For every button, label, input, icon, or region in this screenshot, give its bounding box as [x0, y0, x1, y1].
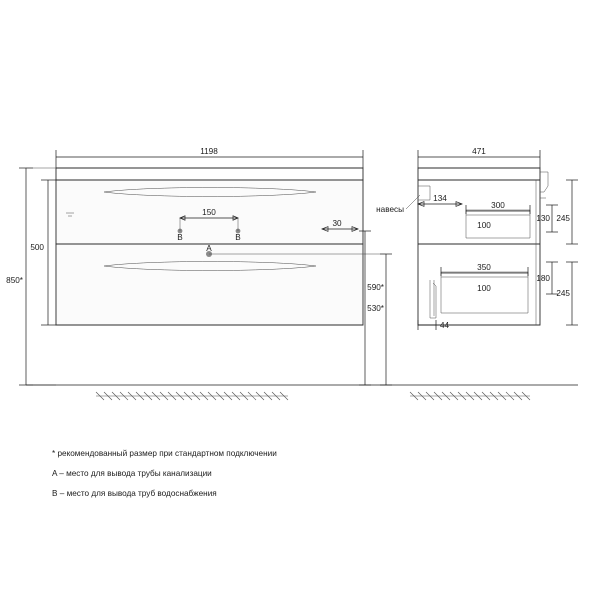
marker-a-label: A [206, 244, 212, 253]
pipe-offset-value: 44 [440, 321, 450, 330]
side-depth-value: 471 [472, 147, 486, 156]
legend-line-2: A – место для вывода трубы канализации [52, 469, 212, 478]
side-cabinet-body [418, 168, 548, 325]
tap-spacing-value: 150 [202, 208, 216, 217]
side-depth-dimension [418, 147, 540, 168]
legend-line-3: B – место для вывода труб водоснабжения [52, 489, 217, 498]
upper-drawer-inner-value: 100 [477, 221, 491, 230]
upper-height-value: 130 [536, 214, 550, 223]
lower-total-value: 245 [556, 289, 570, 298]
upper-total-dimension [556, 180, 578, 244]
floor-line [26, 385, 578, 400]
floor-hatch-left [96, 392, 288, 400]
side-hanger-value: 134 [433, 194, 447, 203]
front-width-dimension [56, 147, 363, 168]
marker-b-right-label: B [235, 233, 241, 242]
upper-drawer-depth-value: 300 [491, 201, 505, 210]
lower-drawer-depth-value: 350 [477, 263, 491, 272]
front-total-height-value: 850* [6, 276, 23, 285]
lower-drawer-inner-value: 100 [477, 284, 491, 293]
marker-b-left-label: B [177, 233, 183, 242]
water-height-value: 530* [367, 304, 384, 313]
legend [52, 444, 572, 504]
front-width-value: 1198 [200, 147, 218, 156]
legend-line-1: * рекомендованный размер при стандартном подключении [52, 449, 277, 458]
front-total-height-dimension [6, 168, 33, 385]
front-height-dimension [30, 180, 56, 325]
drain-height-value: 590* [367, 283, 384, 292]
hanger-label: навесы [376, 205, 404, 214]
lower-total-dimension [556, 262, 578, 325]
front-height-value: 500 [30, 243, 44, 252]
upper-total-value: 245 [556, 214, 570, 223]
lower-height-value: 180 [536, 274, 550, 283]
hanger-label-group [376, 195, 420, 214]
floor-hatch-right [410, 392, 530, 400]
front-top-offset-value: 30 [332, 219, 342, 228]
